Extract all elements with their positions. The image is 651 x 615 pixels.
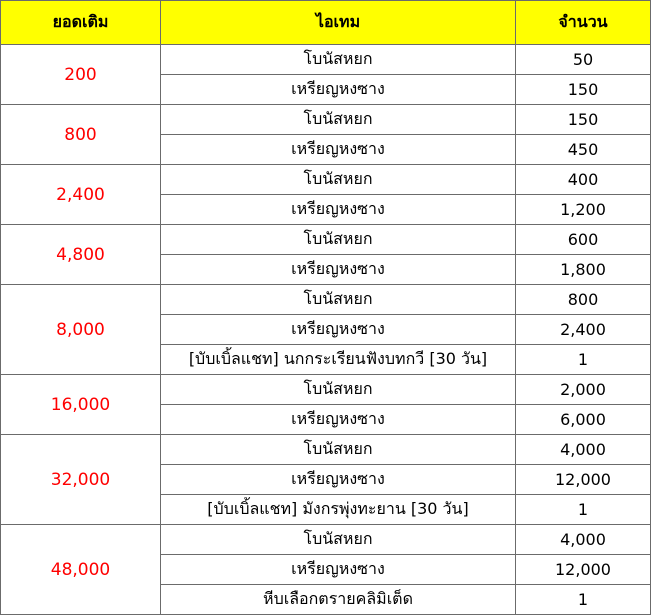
- item-quantity-cell: 800: [516, 285, 651, 315]
- item-name-cell: โบนัสหยก: [161, 165, 516, 195]
- item-name-cell: โบนัสหยก: [161, 525, 516, 555]
- table-row: [1, 285, 651, 315]
- item-quantity-cell: 4,000: [516, 435, 651, 465]
- item-name-cell: [บับเบิ้ลแชท] นกกระเรียนฟังบทกวี [30 วัน]: [161, 345, 516, 375]
- item-name-cell: เหรียญหงซาง: [161, 315, 516, 345]
- item-quantity-cell: 12,000: [516, 555, 651, 585]
- table-row: [1, 45, 651, 75]
- item-name-cell: เหรียญหงซาง: [161, 255, 516, 285]
- item-quantity-cell: 2,400: [516, 315, 651, 345]
- item-name-cell: เหรียญหงซาง: [161, 135, 516, 165]
- topup-amount-cell: 200: [1, 45, 161, 105]
- item-name-cell: โบนัสหยก: [161, 105, 516, 135]
- table-row: [1, 225, 651, 255]
- item-name-cell: โบนัสหยก: [161, 435, 516, 465]
- item-name-cell: เหรียญหงซาง: [161, 465, 516, 495]
- header-row: [1, 1, 651, 45]
- topup-amount-cell: 4,800: [1, 225, 161, 285]
- item-name-cell: โบนัสหยก: [161, 285, 516, 315]
- topup-amount-cell: 8,000: [1, 285, 161, 375]
- topup-amount-cell: 2,400: [1, 165, 161, 225]
- item-name-cell: โบนัสหยก: [161, 375, 516, 405]
- item-name-cell: โบนัสหยก: [161, 45, 516, 75]
- item-name-cell: [บับเบิ้ลแชท] มังกรพุ่งทะยาน [30 วัน]: [161, 495, 516, 525]
- item-name-cell: หีบเลือกตรายคลิมิเต็ด: [161, 585, 516, 615]
- table-row: [1, 105, 651, 135]
- topup-amount-cell: 16,000: [1, 375, 161, 435]
- item-quantity-cell: 400: [516, 165, 651, 195]
- item-quantity-cell: 1: [516, 495, 651, 525]
- item-quantity-cell: 2,000: [516, 375, 651, 405]
- item-quantity-cell: 600: [516, 225, 651, 255]
- item-quantity-cell: 150: [516, 105, 651, 135]
- item-quantity-cell: 1: [516, 585, 651, 615]
- topup-amount-cell: 48,000: [1, 525, 161, 615]
- item-quantity-cell: 4,000: [516, 525, 651, 555]
- item-name-cell: โบนัสหยก: [161, 225, 516, 255]
- topup-amount-cell: 800: [1, 105, 161, 165]
- table-row: [1, 435, 651, 465]
- item-quantity-cell: 1,200: [516, 195, 651, 225]
- item-name-cell: เหรียญหงซาง: [161, 195, 516, 225]
- header-quantity: จำนวน: [516, 1, 651, 45]
- item-name-cell: เหรียญหงซาง: [161, 405, 516, 435]
- item-quantity-cell: 450: [516, 135, 651, 165]
- header-item: ไอเทม: [161, 1, 516, 45]
- table-row: [1, 525, 651, 555]
- topup-amount-cell: 32,000: [1, 435, 161, 525]
- table-body: [1, 45, 651, 615]
- header-topup: ยอดเติม: [1, 1, 161, 45]
- item-quantity-cell: 1,800: [516, 255, 651, 285]
- item-quantity-cell: 6,000: [516, 405, 651, 435]
- item-quantity-cell: 50: [516, 45, 651, 75]
- table-row: [1, 165, 651, 195]
- item-quantity-cell: 1: [516, 345, 651, 375]
- table-row: [1, 375, 651, 405]
- item-name-cell: เหรียญหงซาง: [161, 75, 516, 105]
- item-name-cell: เหรียญหงซาง: [161, 555, 516, 585]
- item-quantity-cell: 150: [516, 75, 651, 105]
- item-quantity-cell: 12,000: [516, 465, 651, 495]
- table-header: [1, 1, 651, 45]
